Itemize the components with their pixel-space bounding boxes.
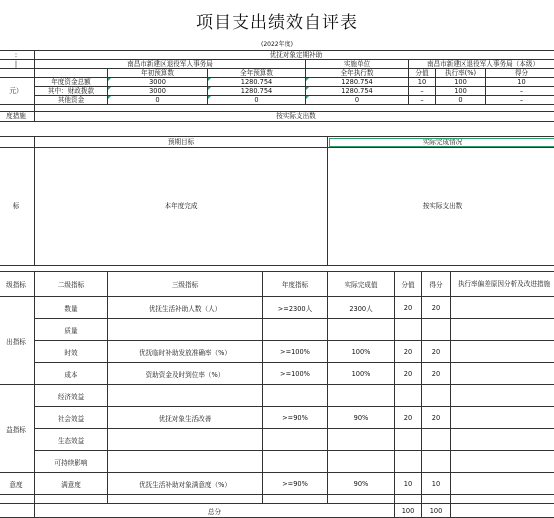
score-cell[interactable]: 20 [422,341,451,363]
project-name-label[interactable]: : [0,51,35,60]
blank-cell[interactable] [0,69,35,78]
actual-cell[interactable] [328,319,395,341]
blank-cell[interactable] [108,495,263,504]
kpi-header-cell[interactable]: 执行率偏差原因分析及改进措施 [451,272,554,297]
measure-cell[interactable]: 按实际支出数 [35,112,554,122]
funds-row-label[interactable]: 元） [0,78,35,105]
budget-cell[interactable]: 0 [208,96,306,105]
goal-table [0,136,554,266]
budget-header-cell[interactable]: 年初预算数 [108,69,208,78]
score-cell[interactable]: 20 [422,407,451,429]
measure-label[interactable]: 度措施 [0,112,35,122]
budget-cell[interactable]: 1280.754 [208,87,306,96]
score-max-cell[interactable] [395,429,422,451]
score-max-cell[interactable] [395,385,422,407]
level2-cell[interactable]: 满意度 [35,473,108,495]
budget-header-cell[interactable]: 全年执行数 [306,69,409,78]
actual-goal-cell[interactable]: 按实际支出数 [328,148,554,266]
score-max-cell[interactable]: 20 [395,297,422,319]
reason-cell[interactable] [451,407,554,429]
blank-cell[interactable] [35,105,554,112]
total-score-cell[interactable]: 100 [422,504,451,518]
budget-row-label[interactable]: 年度资金总额 [35,78,108,87]
level2-cell[interactable]: 可持续影响 [35,451,108,473]
budget-row-label[interactable]: 其他资金 [35,96,108,105]
budget-cell[interactable]: 1280.754 [208,78,306,87]
target-cell[interactable] [263,429,328,451]
score-cell[interactable]: 10 [422,473,451,495]
budget-cell[interactable]: 100 [436,87,486,96]
blank-cell[interactable] [263,495,328,504]
report-year: (2022年度) [0,39,554,48]
blank-cell[interactable] [328,495,395,504]
score-cell[interactable] [422,429,451,451]
budget-cell[interactable]: – [486,96,554,105]
actual-cell[interactable]: 100% [328,341,395,363]
blank-cell[interactable] [0,137,35,148]
kpi-table [0,271,554,518]
budget-cell[interactable]: 0 [306,96,409,105]
actual-cell[interactable] [328,429,395,451]
level3-cell[interactable]: 优抚生活补助人数（人） [108,297,263,319]
blank-cell[interactable] [0,504,35,518]
target-cell[interactable]: >=100% [263,363,328,385]
budget-header-cell[interactable]: 分值 [409,69,436,78]
level2-cell[interactable]: 时效 [35,341,108,363]
page-title: 项目支出绩效自评表 [0,8,554,33]
budget-cell[interactable]: 10 [409,78,436,87]
target-cell[interactable]: >=100% [263,341,328,363]
budget-cell[interactable]: 1280.754 [306,78,409,87]
actual-cell[interactable] [328,451,395,473]
total-max-cell[interactable]: 100 [395,504,422,518]
actual-cell[interactable]: 100% [328,363,395,385]
level3-cell[interactable]: 优抚生活补助对象满意度（%） [108,473,263,495]
level1-satisfaction-cell[interactable]: 意度 [0,473,35,495]
score-max-cell[interactable] [395,319,422,341]
budget-cell[interactable]: 10 [486,78,554,87]
expected-goal-cell[interactable]: 本年度完成 [35,148,328,266]
score-cell[interactable]: 20 [422,297,451,319]
kpi-header-cell[interactable]: 实际完成值 [328,272,395,297]
reason-cell[interactable] [451,297,554,319]
impl-value-cell[interactable]: 南昌市新建区退役军人事务局（本级） [409,60,554,69]
level1-benefit-cell[interactable]: 益指标 [0,385,35,473]
expected-goal-header[interactable]: 预期目标 [35,137,328,148]
blank-cell[interactable] [451,495,554,504]
level3-cell[interactable] [108,451,263,473]
score-max-cell[interactable]: 20 [395,341,422,363]
level2-cell[interactable]: 数量 [35,297,108,319]
blank-cell[interactable] [0,105,35,112]
score-max-cell[interactable]: 20 [395,407,422,429]
budget-header-cell[interactable]: 执行率(%) [436,69,486,78]
score-cell[interactable]: 20 [422,363,451,385]
budget-cell[interactable]: – [409,96,436,105]
budget-cell[interactable]: 3000 [108,78,208,87]
budget-cell[interactable]: 0 [436,96,486,105]
level2-cell[interactable]: 生态效益 [35,429,108,451]
blank-cell[interactable] [422,495,451,504]
kpi-header-cell[interactable]: 二级指标 [35,272,108,297]
target-cell[interactable] [263,385,328,407]
level3-cell[interactable]: 优抚对象生活改善 [108,407,263,429]
total-label-cell[interactable]: 总分 [35,504,395,518]
dept-label[interactable]: | [0,60,35,69]
target-cell[interactable] [263,319,328,341]
budget-row-label[interactable]: 其中：财政拨款 [35,87,108,96]
budget-cell[interactable]: 1280.754 [306,87,409,96]
level2-cell[interactable]: 成本 [35,363,108,385]
blank-cell[interactable] [0,495,35,504]
score-max-cell[interactable] [395,451,422,473]
reason-cell[interactable] [451,319,554,341]
budget-cell[interactable]: – [486,87,554,96]
impl-label-cell[interactable]: 实施单位 [306,60,409,69]
score-cell[interactable] [422,385,451,407]
target-cell[interactable]: >=2300人 [263,297,328,319]
reason-cell[interactable] [451,473,554,495]
level2-cell[interactable]: 质量 [35,319,108,341]
actual-goal-header[interactable]: 实际完成情况 [328,137,554,148]
level1-output-cell[interactable]: 出指标 [0,297,35,385]
score-cell[interactable] [422,319,451,341]
target-cell[interactable] [263,451,328,473]
level3-cell[interactable]: 资助资金及时到位率（%） [108,363,263,385]
level2-cell[interactable]: 社会效益 [35,407,108,429]
level3-cell[interactable] [108,429,263,451]
level2-cell[interactable]: 经济效益 [35,385,108,407]
kpi-header-cell[interactable]: 分值 [395,272,422,297]
reason-cell[interactable] [451,451,554,473]
kpi-header-cell[interactable]: 三级指标 [108,272,263,297]
target-cell[interactable]: >=90% [263,407,328,429]
budget-cell[interactable]: 100 [436,78,486,87]
blank-cell[interactable] [35,495,108,504]
score-max-cell[interactable]: 20 [395,363,422,385]
budget-cell[interactable]: – [409,87,436,96]
level3-cell[interactable] [108,385,263,407]
level3-cell[interactable] [108,319,263,341]
blank-cell[interactable] [395,495,422,504]
blank-cell[interactable] [35,69,108,78]
project-name-cell[interactable]: 优抚对象定期补助 [35,51,554,60]
budget-header-cell[interactable]: 得分 [486,69,554,78]
reason-cell[interactable] [451,429,554,451]
level3-cell[interactable]: 优抚临时补助发放准确率（%） [108,341,263,363]
blank-cell[interactable] [451,504,554,518]
reason-cell[interactable] [451,341,554,363]
goal-row-label[interactable]: 标 [0,148,35,266]
target-cell[interactable]: >=90% [263,473,328,495]
kpi-header-cell[interactable]: 年度指标 [263,272,328,297]
budget-header-cell[interactable]: 全年预算数 [208,69,306,78]
actual-cell[interactable] [328,385,395,407]
budget-cell[interactable]: 0 [108,96,208,105]
actual-cell[interactable]: 2300人 [328,297,395,319]
actual-cell[interactable]: 90% [328,407,395,429]
budget-cell[interactable]: 3000 [108,87,208,96]
actual-cell[interactable]: 90% [328,473,395,495]
budget-table [0,50,554,122]
level1-header[interactable]: 级指标 [0,272,35,297]
score-max-cell[interactable]: 10 [395,473,422,495]
score-cell[interactable] [422,451,451,473]
reason-cell[interactable] [451,385,554,407]
reason-cell[interactable] [451,363,554,385]
kpi-header-cell[interactable]: 得分 [422,272,451,297]
dept-cell[interactable]: 南昌市新建区退役军人事务局 [35,60,306,69]
